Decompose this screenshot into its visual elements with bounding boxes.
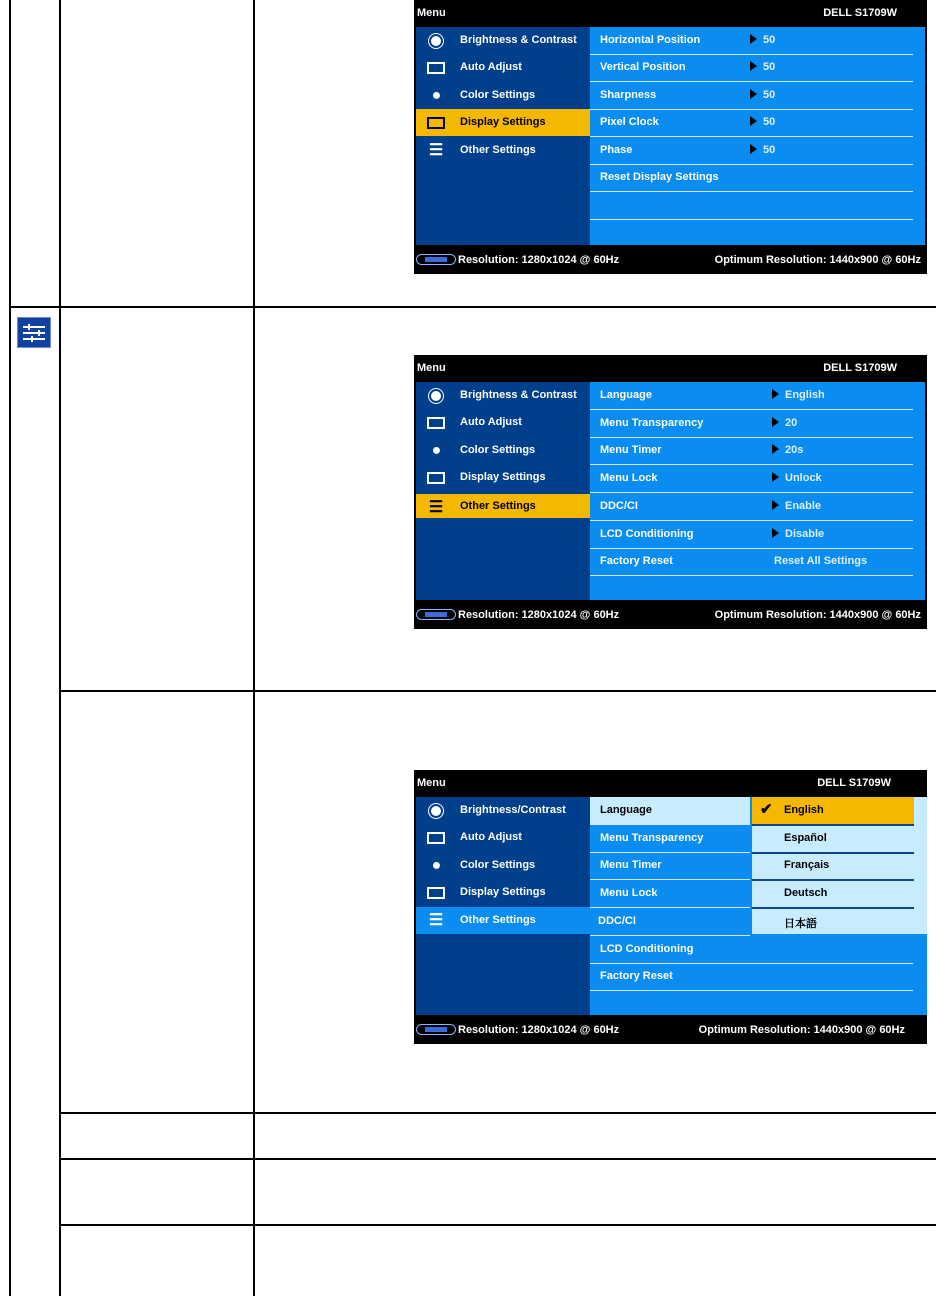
submenu-label: Language	[600, 804, 652, 816]
auto-adjust-icon	[424, 59, 448, 77]
submenu-item-pixel-clock[interactable]	[590, 109, 913, 137]
submenu-item-menu-lock[interactable]	[590, 465, 913, 493]
menu-item-label: Brightness/Contrast	[460, 804, 566, 816]
menu-item-label: Brightness & Contrast	[460, 34, 577, 46]
osd-display-settings	[414, 0, 927, 274]
osd-other-settings	[414, 355, 927, 629]
other-settings-icon: ☰	[428, 499, 444, 516]
menu-item-display-settings[interactable]	[416, 464, 590, 491]
submenu-value: 50	[750, 34, 775, 46]
menu-item-other-settings[interactable]	[416, 907, 590, 934]
submenu-label: LCD Conditioning	[600, 528, 694, 540]
submenu-label: Factory Reset	[600, 970, 673, 982]
osd-footer	[414, 1015, 927, 1044]
osd-menu-title: Menu	[417, 362, 446, 374]
language-label: Español	[784, 832, 827, 844]
osd-main-menu	[416, 797, 590, 1015]
menu-item-label: Other Settings	[460, 914, 536, 926]
language-option-english[interactable]	[752, 797, 914, 826]
submenu-label: Phase	[600, 144, 633, 156]
submenu-label: Language	[600, 389, 652, 401]
optimum-resolution: Optimum Resolution: 1440x900 @ 60Hz	[698, 1024, 905, 1036]
osd-model-name: DELL S1709W	[823, 7, 897, 19]
submenu-item-menu-timer[interactable]	[590, 437, 913, 465]
language-option-japanese[interactable]	[752, 908, 914, 935]
vga-connector-icon	[416, 254, 456, 265]
submenu-label: Menu Transparency	[600, 832, 704, 844]
submenu-value: Reset All Settings	[774, 555, 868, 567]
menu-item-brightness[interactable]	[416, 797, 590, 824]
submenu-item-ddc-ci[interactable]	[590, 908, 750, 936]
brightness-icon	[424, 387, 448, 405]
menu-item-label: Auto Adjust	[460, 831, 522, 843]
osd-model-name: DELL S1709W	[817, 777, 891, 789]
submenu-item-language[interactable]	[590, 382, 913, 410]
menu-item-color-settings[interactable]	[416, 82, 590, 109]
osd-main-menu	[416, 382, 590, 600]
submenu-item-lcd-conditioning[interactable]	[590, 936, 913, 964]
submenu-label: Menu Timer	[600, 444, 662, 456]
brightness-icon	[424, 802, 448, 820]
vga-connector-icon	[416, 609, 456, 620]
submenu-value: 50	[750, 89, 775, 101]
menu-item-label: Auto Adjust	[460, 61, 522, 73]
submenu-label: Menu Transparency	[600, 417, 704, 429]
submenu-item-phase[interactable]	[590, 137, 913, 165]
submenu-item-lcd-conditioning[interactable]	[590, 521, 913, 549]
auto-adjust-icon	[424, 829, 448, 847]
submenu-label: LCD Conditioning	[600, 943, 694, 955]
table-row-divider	[59, 1158, 936, 1160]
menu-item-auto-adjust[interactable]	[416, 409, 590, 436]
language-option-deutsch[interactable]	[752, 880, 914, 909]
submenu-value: 20s	[772, 444, 803, 456]
submenu-value: 50	[750, 144, 775, 156]
osd-submenu	[590, 382, 925, 600]
submenu-item-factory-reset[interactable]	[590, 963, 913, 991]
other-settings-icon: ☰	[428, 912, 444, 929]
submenu-value: 50	[750, 116, 775, 128]
table-col-divider-1	[59, 0, 61, 1296]
table-col-divider-2	[253, 0, 255, 1296]
submenu-label: Menu Lock	[600, 472, 658, 484]
menu-item-brightness[interactable]	[416, 27, 590, 54]
table-row-divider	[9, 306, 936, 308]
submenu-item-menu-lock[interactable]	[590, 880, 750, 908]
menu-item-other-settings[interactable]	[416, 137, 590, 164]
language-option-espanol[interactable]	[752, 825, 914, 854]
table-border-left	[9, 0, 11, 1296]
menu-item-display-settings[interactable]	[416, 879, 590, 906]
language-label: Deutsch	[784, 887, 828, 899]
submenu-value: Enable	[772, 500, 821, 512]
osd-header	[414, 770, 927, 797]
auto-adjust-icon	[424, 414, 448, 432]
osd-main-menu	[416, 27, 590, 245]
osd-model-name: DELL S1709W	[823, 362, 897, 374]
submenu-value: 50	[750, 61, 775, 73]
submenu-empty-row	[590, 192, 913, 220]
other-settings-section-icon	[17, 317, 51, 348]
menu-item-brightness[interactable]	[416, 382, 590, 409]
submenu-item-menu-transparency[interactable]	[590, 825, 750, 853]
submenu-label: Reset Display Settings	[600, 171, 719, 183]
table-row-divider	[59, 690, 936, 692]
submenu-label: Menu Timer	[600, 859, 662, 871]
color-settings-icon: ●	[431, 857, 441, 874]
osd-menu-title: Menu	[417, 7, 446, 19]
current-resolution: Resolution: 1280x1024 @ 60Hz	[458, 254, 620, 266]
submenu-label: DDC/CI	[600, 500, 638, 512]
menu-item-label: Other Settings	[460, 500, 536, 512]
submenu-item-reset-display-settings[interactable]	[590, 164, 913, 192]
submenu-value: 20	[772, 417, 797, 429]
submenu-label: Menu Lock	[600, 887, 658, 899]
submenu-value: Disable	[772, 528, 824, 540]
display-settings-icon	[424, 884, 448, 902]
menu-item-label: Brightness & Contrast	[460, 389, 577, 401]
table-row-divider	[59, 1224, 936, 1226]
language-label: 日本語	[784, 918, 817, 930]
other-settings-icon: ☰	[428, 142, 444, 159]
osd-submenu	[590, 27, 925, 245]
osd-footer	[414, 245, 927, 274]
osd-menu-title: Menu	[417, 777, 446, 789]
menu-item-color-settings[interactable]	[416, 852, 590, 879]
current-resolution: Resolution: 1280x1024 @ 60Hz	[458, 609, 620, 621]
submenu-label: Horizontal Position	[600, 34, 701, 46]
menu-item-label: Color Settings	[460, 859, 536, 871]
optimum-resolution: Optimum Resolution: 1440x900 @ 60Hz	[714, 609, 921, 621]
language-label: Français	[784, 859, 830, 871]
submenu-label: Sharpness	[600, 89, 657, 101]
submenu-label: Pixel Clock	[600, 116, 659, 128]
submenu-value: Unlock	[772, 472, 822, 484]
menu-item-label: Color Settings	[460, 89, 536, 101]
checkmark-icon: ✔	[760, 801, 773, 818]
menu-item-label: Other Settings	[460, 144, 536, 156]
menu-item-other-settings[interactable]	[416, 494, 590, 518]
menu-item-display-settings[interactable]	[416, 109, 590, 136]
submenu-item-menu-timer[interactable]	[590, 852, 750, 880]
color-settings-icon: ●	[431, 87, 441, 104]
menu-item-label: Display Settings	[460, 116, 546, 128]
menu-item-label: Color Settings	[460, 444, 536, 456]
osd-footer	[414, 600, 927, 629]
submenu-item-factory-reset[interactable]	[590, 548, 913, 576]
osd-header	[414, 0, 927, 27]
menu-item-color-settings[interactable]	[416, 437, 590, 464]
language-options-list	[752, 797, 927, 934]
submenu-item-language[interactable]	[590, 797, 750, 825]
submenu-item-sharpness[interactable]	[590, 82, 913, 110]
vga-connector-icon	[416, 1024, 456, 1035]
submenu-item-vertical-position[interactable]	[590, 54, 913, 82]
color-settings-icon: ●	[431, 442, 441, 459]
brightness-icon	[424, 32, 448, 50]
submenu-label: DDC/CI	[598, 915, 636, 927]
osd-header	[414, 355, 927, 382]
submenu-value: English	[772, 389, 825, 401]
display-settings-icon	[424, 469, 448, 487]
menu-item-auto-adjust[interactable]	[416, 824, 590, 851]
language-label: English	[784, 804, 824, 816]
table-row-divider	[59, 1112, 936, 1114]
display-settings-icon	[424, 114, 448, 132]
osd-language-submenu	[414, 770, 927, 1044]
current-resolution: Resolution: 1280x1024 @ 60Hz	[458, 1024, 620, 1036]
optimum-resolution: Optimum Resolution: 1440x900 @ 60Hz	[714, 254, 921, 266]
submenu-label: Factory Reset	[600, 555, 673, 567]
submenu-item-ddc-ci[interactable]	[590, 493, 913, 521]
menu-item-auto-adjust[interactable]	[416, 54, 590, 81]
submenu-item-horizontal-position[interactable]	[590, 27, 913, 55]
menu-item-label: Auto Adjust	[460, 416, 522, 428]
language-option-francais[interactable]	[752, 852, 914, 881]
menu-item-label: Display Settings	[460, 886, 546, 898]
submenu-label: Vertical Position	[600, 61, 686, 73]
menu-item-label: Display Settings	[460, 471, 546, 483]
submenu-item-menu-transparency[interactable]	[590, 410, 913, 438]
